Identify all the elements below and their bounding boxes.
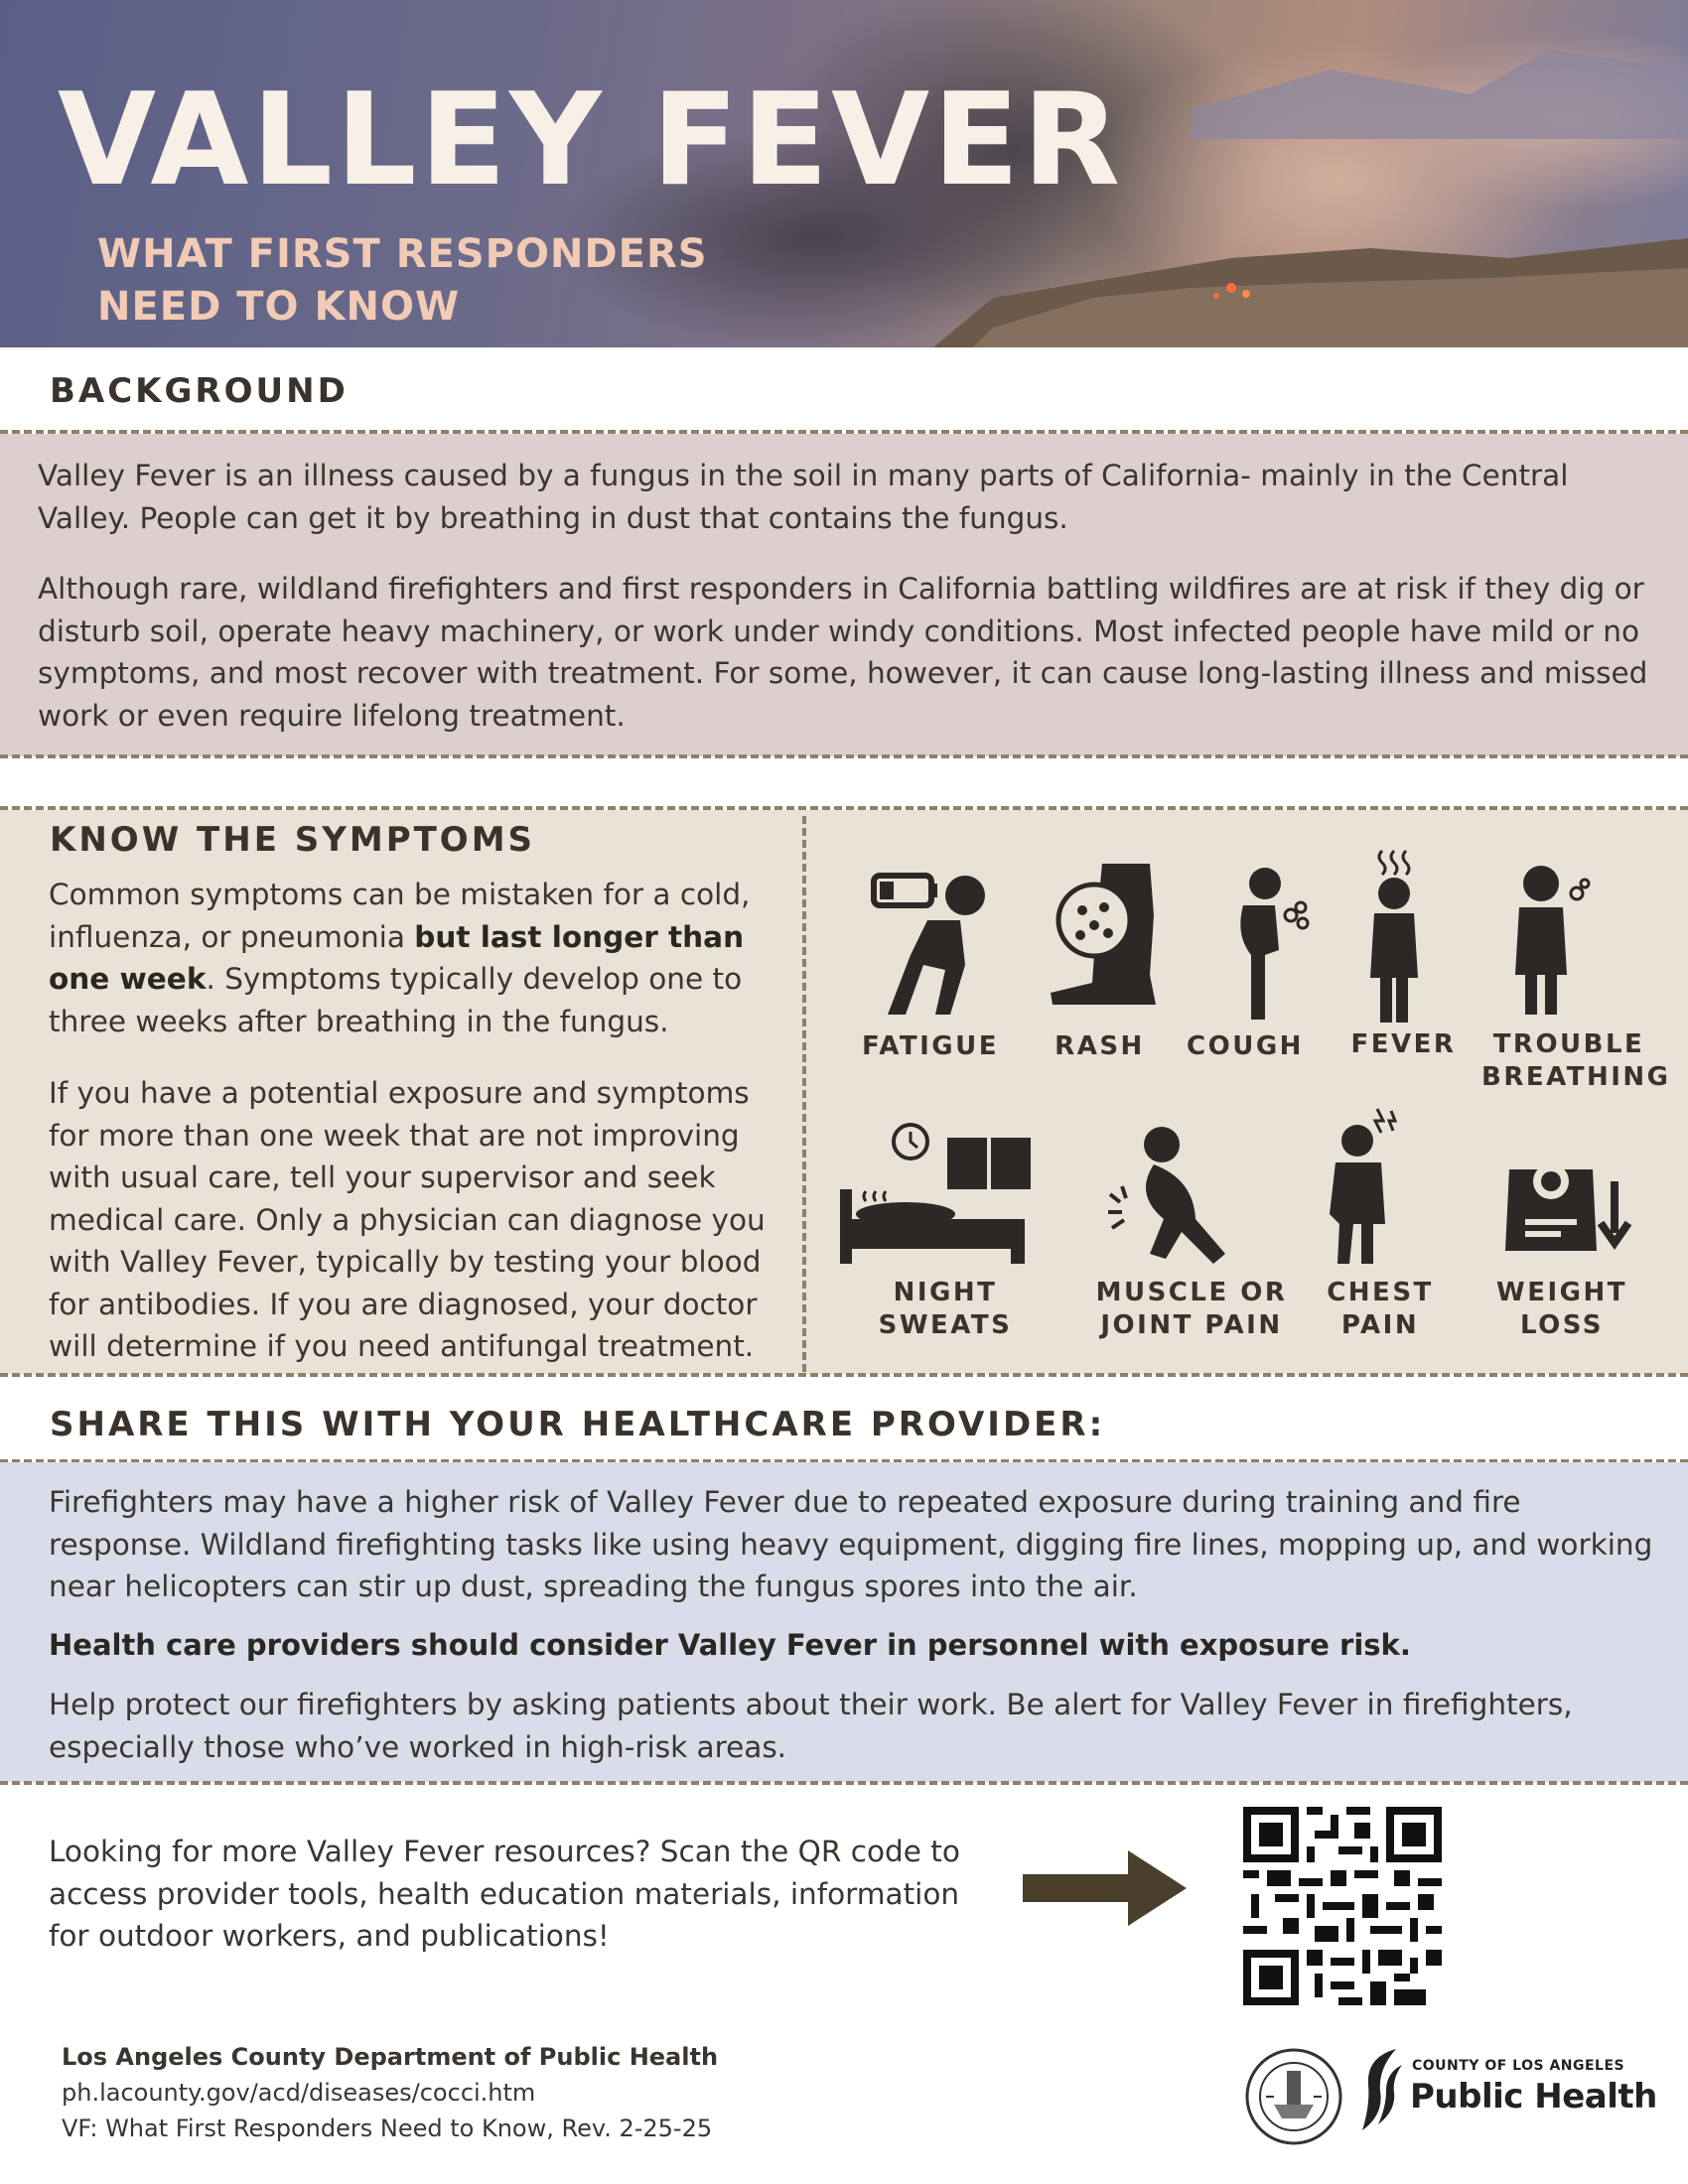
- symptom-label-muscle-joint-pain: MUSCLE OR JOINT PAIN: [1095, 1278, 1288, 1340]
- hero-banner: [0, 0, 1688, 347]
- logo-public-health-text: Public Health: [1410, 2077, 1657, 2116]
- resources-text: Looking for more Valley Fever resources? Scan the QR code to access provider tools, health education materials, information for outdoor workers, and publications!: [49, 1835, 960, 1953]
- symptoms-paragraph-2: If you have a potential exposure and symptoms for more than one week that are not improving with usual care, tell your supervisor and seek medical care. Only a physician can diagnose you with Valley Fever, typically by testing your blood for antibodies. If you are diagnosed, your doctor will determine if you need antifungal treatment.: [49, 1076, 766, 1363]
- fever-icon: [1352, 849, 1432, 1023]
- symptom-label-chest-pain: CHEST PAIN: [1327, 1278, 1434, 1340]
- symptom-label-night-sweats: NIGHT SWEATS: [878, 1278, 1013, 1340]
- vertical-divider: [802, 816, 806, 1372]
- chest-pain-icon: [1326, 1105, 1410, 1264]
- symptom-label-fever: FEVER: [1350, 1029, 1457, 1059]
- divider: [0, 1373, 1688, 1377]
- symptom-label-cough: COUGH: [1187, 1031, 1304, 1061]
- night-sweats-icon: [836, 1120, 1035, 1269]
- symptom-label-fatigue: FATIGUE: [861, 1031, 999, 1061]
- provider-bold-statement: Health care providers should consider Valley Fever in personnel with exposure risk.: [49, 1628, 1411, 1662]
- qr-code-icon[interactable]: [1243, 1807, 1442, 2005]
- provider-paragraph-1: Firefighters may have a higher risk of Valley Fever due to repeated exposure during training and fire response. Wildland firefighting tasks like using heavy equipment, digging fire lines, mopping up, and working near helicopters can stir up dust, spreading the fungus spores into the air.: [49, 1485, 1653, 1603]
- provider-heading: SHARE THIS WITH YOUR HEALTHCARE PROVIDER:: [50, 1405, 1106, 1444]
- background-paragraph-2: Although rare, wildland firefighters and first responders in California battling wildfires are at risk if they dig or disturb soil, operate heavy machinery, or work under windy conditions. Most infected people have mild or no symptoms, and most recover with treatment. For some, however, it can cause long-lasting illness and missed work or even require lifelong treatment.: [38, 572, 1648, 733]
- background-heading: BACKGROUND: [50, 371, 349, 411]
- page-title: VALLEY FEVER: [58, 67, 1124, 214]
- footer-revision: VF: What First Responders Need to Know, Rev. 2-25-25: [62, 2115, 713, 2142]
- fatigue-icon: [866, 866, 995, 1015]
- rash-icon: [1033, 856, 1162, 1015]
- county-seal-logo: [1244, 2047, 1343, 2146]
- background-paragraph-1: Valley Fever is an illness caused by a fungus in the soil in many parts of California- mainly in the Central Valley. People can get it by breathing in dust that contains the fungus.: [38, 459, 1569, 535]
- divider: [0, 754, 1688, 758]
- logo-county-text: COUNTY OF LOS ANGELES: [1412, 2058, 1625, 2074]
- symptoms-heading: KNOW THE SYMPTOMS: [50, 820, 536, 860]
- page-subtitle: WHAT FIRST RESPONDERS NEED TO KNOW: [97, 231, 708, 330]
- trouble-breathing-icon: [1501, 856, 1591, 1020]
- provider-paragraph-2: Help protect our firefighters by asking patients about their work. Be alert for Valley Fever in firefighters, especially those who’ve worked in high-risk areas.: [49, 1688, 1573, 1764]
- public-health-logo-icon: [1356, 2045, 1406, 2134]
- divider: [0, 1781, 1688, 1785]
- arrow-right-icon: [1023, 1850, 1187, 1926]
- weight-loss-icon: [1501, 1152, 1635, 1261]
- symptom-label-rash: RASH: [1055, 1031, 1145, 1061]
- footer-url[interactable]: ph.lacounty.gov/acd/diseases/cocci.htm: [62, 2079, 536, 2107]
- footer-organization: Los Angeles County Department of Public Health: [62, 2043, 719, 2071]
- muscle-joint-pain-icon: [1104, 1125, 1233, 1264]
- symptom-label-trouble-breathing: TROUBLE BREATHING: [1481, 1029, 1671, 1092]
- cough-icon: [1213, 866, 1313, 1024]
- symptom-label-weight-loss: WEIGHT LOSS: [1496, 1278, 1627, 1340]
- symptoms-paragraph-1: Common symptoms can be mistaken for a cold, influenza, or pneumonia but last longer than one week. Symptoms typically develop one to three weeks after breathing in the fungus.: [49, 878, 751, 1038]
